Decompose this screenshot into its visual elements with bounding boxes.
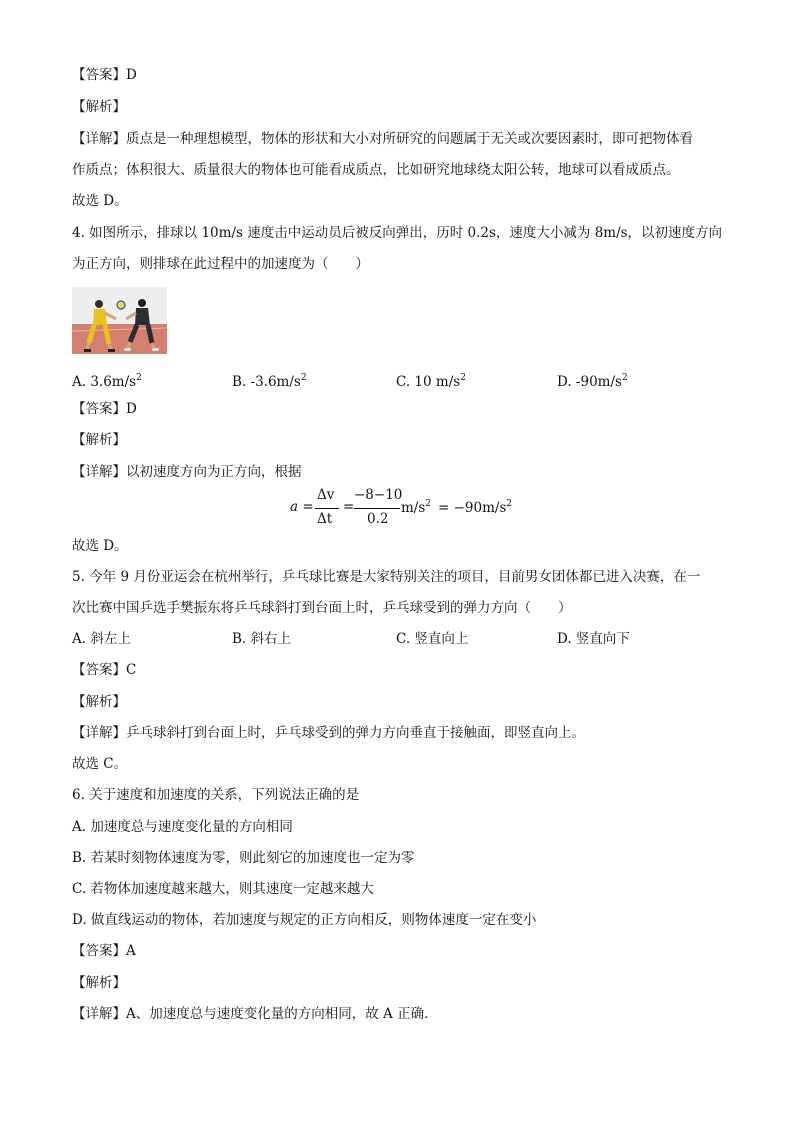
formula-equals-2: = bbox=[343, 499, 355, 515]
q4-option-d: D. $-90m/s^2$ bbox=[557, 373, 628, 390]
q6-option-d: D. 做直线运动的物体，若加速度与规定的正方向相反，则物体速度一定在变小 bbox=[72, 912, 537, 928]
q4-option-a: A. $3.6m/s^2$ bbox=[72, 373, 142, 390]
q3-detail-line-2: 作质点；体积很大、质量很大的物体也可能看成质点，比如研究地球绕太阳公转，地球可以看成质点。 bbox=[72, 162, 680, 178]
q3-conclusion: 故选 D。 bbox=[72, 193, 128, 209]
formula-unit-1: $m/s^2$ bbox=[401, 499, 432, 516]
q4-stem-line-2: 为正方向，则排球在此过程中的加速度为（ ） bbox=[72, 256, 369, 272]
formula-frac1-bar bbox=[315, 508, 339, 509]
formula-result: = $-90m/s^2$ bbox=[438, 499, 513, 516]
q5-stem-line-2: 次比赛中国乒选手樊振东将乒乓球斜打到台面上时，乒乓球受到的弹力方向（ ） bbox=[72, 600, 572, 616]
formula-frac1-denominator: Δt bbox=[317, 511, 333, 527]
q4-analysis-label: 【解析】 bbox=[72, 432, 126, 448]
q5-conclusion: 故选 C。 bbox=[72, 756, 128, 772]
q4-answer: 【答案】D bbox=[72, 401, 137, 417]
q6-answer: 【答案】A bbox=[72, 943, 136, 959]
q5-answer: 【答案】C bbox=[72, 662, 137, 678]
q4-option-c: C. 10 $m/s^2$ bbox=[396, 373, 466, 390]
formula-frac1-numerator: Δv bbox=[317, 487, 335, 503]
q5-analysis-label: 【解析】 bbox=[72, 694, 126, 710]
q3-answer: 【答案】D bbox=[72, 67, 137, 83]
q6-option-b: B. 若某时刻物体速度为零，则此刻它的加速度也一定为零 bbox=[72, 850, 415, 866]
q5-option-c: C. 竖直向上 bbox=[396, 631, 469, 647]
formula-frac2-denominator: 0.2 bbox=[367, 511, 389, 527]
q3-analysis-label: 【解析】 bbox=[72, 99, 126, 115]
q6-stem: 6. 关于速度和加速度的关系，下列说法正确的是 bbox=[72, 787, 360, 803]
q6-analysis-label: 【解析】 bbox=[72, 975, 126, 991]
volleyball-players-illustration bbox=[72, 287, 167, 354]
q6-detail: 【详解】A、加速度总与速度变化量的方向相同，故 A 正确． bbox=[72, 1006, 438, 1022]
q4-option-b: B. $-3.6m/s^2$ bbox=[232, 373, 307, 390]
q4-stem-line-1: 4. 如图所示，排球以 10m/s 速度击中运动员后被反向弹出，历时 0.2s，速度大小减为 8m/s，以初速度方向 bbox=[72, 225, 723, 241]
formula-frac2-bar bbox=[354, 508, 400, 509]
formula-frac2-numerator: −8−10 bbox=[354, 487, 403, 503]
q4-detail: 【详解】以初速度方向为正方向，根据 bbox=[72, 464, 302, 480]
formula-lhs: a = bbox=[290, 499, 314, 515]
q5-option-d: D. 竖直向下 bbox=[557, 631, 630, 647]
q3-detail-line-1: 【详解】质点是一种理想模型，物体的形状和大小对所研究的问题属于无关或次要因素时，即可把物体看 bbox=[72, 131, 693, 147]
q6-option-a: A. 加速度总与速度变化量的方向相同 bbox=[72, 819, 293, 835]
volleyball-photo bbox=[72, 287, 167, 354]
q6-option-c: C. 若物体加速度越来越大，则其速度一定越来越大 bbox=[72, 881, 374, 897]
q5-stem-line-1: 5. 今年 9 月份亚运会在杭州举行，乒乓球比赛是大家特别关注的项目，目前男女团体都已进入决赛，在一 bbox=[72, 569, 701, 585]
q5-option-b: B. 斜右上 bbox=[232, 631, 292, 647]
q4-conclusion: 故选 D。 bbox=[72, 538, 128, 554]
q5-option-a: A. 斜左上 bbox=[72, 631, 131, 647]
q5-detail: 【详解】乒乓球斜打到台面上时，乒乓球受到的弹力方向垂直于接触面，即竖直向上。 bbox=[72, 725, 585, 741]
